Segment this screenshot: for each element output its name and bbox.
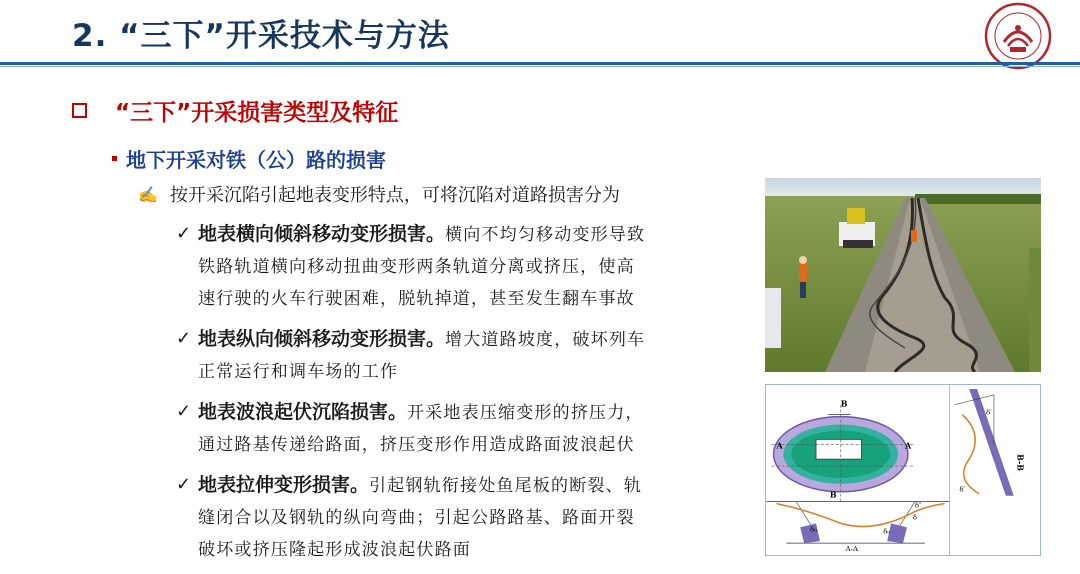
label-delta-prime: δ′	[986, 408, 992, 417]
list-item	[176, 218, 744, 315]
label-b-top: B	[840, 399, 848, 409]
check-icon: ✓	[176, 474, 192, 495]
check-icon: ✓	[176, 223, 192, 244]
item-line: 横向不均匀移动变形导致	[445, 225, 646, 245]
pen-bullet-icon: ✍	[138, 184, 158, 204]
item-head: 地表横向倾斜移动变形损害。	[198, 223, 446, 245]
item-line: 速行驶的火车行驶困难，脱轨掉道，甚至发生翻车事故	[198, 289, 635, 309]
check-icon: ✓	[176, 401, 192, 422]
item-line: 正常运行和调车场的工作	[198, 362, 399, 382]
section-heading-text: “三下”开采损害类型及特征	[115, 100, 399, 126]
label-delta-0-left: δ₀	[810, 525, 818, 534]
header-rule	[0, 62, 1080, 65]
item-head: 地表拉伸变形损害。	[198, 474, 370, 496]
label-section-bb: B-B	[1015, 454, 1025, 471]
intro-line	[138, 181, 620, 207]
page-title: 2. “三下”开采技术与方法	[72, 18, 450, 54]
box-bullet-icon	[72, 103, 87, 118]
item-head: 地表纵向倾斜移动变形损害。	[198, 328, 446, 350]
item-line: 缝闭合以及钢轨的纵向弯曲；引起公路路基、路面开裂	[198, 508, 635, 528]
list-item	[176, 396, 744, 461]
label-delta-prime-2: δ′	[959, 485, 966, 494]
item-head: 地表波浪起伏沉陷损害。	[198, 401, 408, 423]
square-bullet-icon	[112, 156, 117, 161]
item-line: 引起钢轨衔接处鱼尾板的断裂、轨	[369, 476, 643, 496]
check-icon: ✓	[176, 328, 192, 349]
item-line: 开采地表压缩变形的挤压力，	[407, 403, 644, 423]
sub-heading	[112, 144, 386, 173]
label-delta: δ	[912, 513, 918, 522]
item-line: 增大道路坡度，破坏列车	[445, 330, 646, 350]
item-line: 通过路基传递给路面，挤压变形作用造成路面波浪起伏	[198, 435, 635, 455]
label-a-right: A	[904, 441, 912, 451]
label-b-bottom: B	[829, 490, 837, 500]
list-item	[176, 323, 744, 388]
label-section-aa: A-A	[845, 545, 858, 554]
deformation-diagram	[765, 384, 1041, 556]
item-line: 铁路轨道横向移动扭曲变形两条轨道分离或挤压，使高	[198, 257, 635, 277]
damage-type-list	[176, 218, 744, 574]
railway-damage-photo	[765, 178, 1041, 372]
university-logo	[984, 2, 1052, 70]
section-heading	[72, 94, 398, 127]
label-delta-0-right: δ₀	[883, 527, 891, 536]
label-a-left: A	[776, 441, 783, 451]
item-line: 破坏或挤压隆起形成波浪起伏路面	[198, 540, 471, 560]
header-rule-thin	[0, 66, 1080, 67]
sub-heading-text: 地下开采对铁（公）路的损害	[126, 148, 386, 172]
intro-text: 按开采沉陷引起地表变形特点，可将沉陷对道路损害分为	[169, 185, 620, 206]
list-item	[176, 469, 744, 566]
label-delta-dbl: δ″	[914, 501, 922, 510]
